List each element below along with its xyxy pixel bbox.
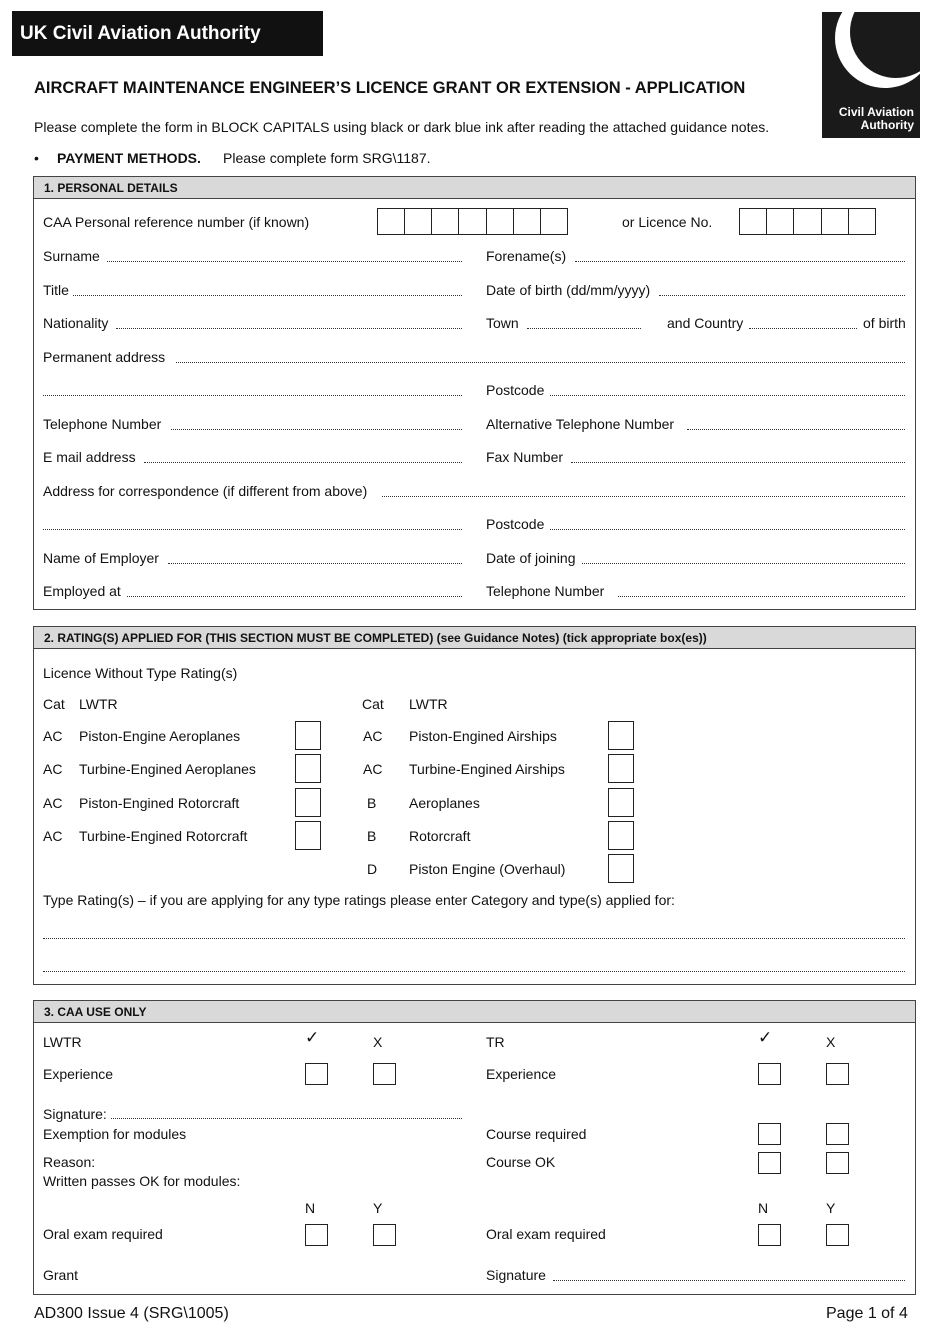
postcode-label: Postcode — [486, 382, 545, 398]
rating-name: Piston-Engined Rotorcraft — [79, 795, 240, 811]
lwtr-n-header: N — [305, 1200, 316, 1216]
surname-field[interactable] — [107, 261, 462, 262]
forenames-field[interactable] — [575, 261, 905, 262]
town-label: Town — [486, 315, 519, 331]
form-title: AIRCRAFT MAINTENANCE ENGINEER’S LICENCE GRANT OR EXTENSION - APPLICATION — [34, 79, 746, 97]
ref-number-boxes[interactable] — [377, 208, 568, 235]
nationality-field[interactable] — [116, 328, 462, 329]
tr-experience-label: Experience — [486, 1066, 557, 1082]
d-piston-engine-overhaul-checkbox[interactable] — [608, 854, 634, 883]
employer-telephone-label: Telephone Number — [486, 583, 605, 599]
page-number: Page 1 of 4 — [826, 1305, 908, 1322]
rating-cat: AC — [43, 795, 63, 811]
course-ok-cross-box[interactable] — [826, 1152, 849, 1174]
lwtr-oral-exam-n-box[interactable] — [305, 1224, 328, 1246]
grant-label: Grant — [43, 1267, 79, 1283]
correspondence-address-field[interactable] — [382, 496, 905, 497]
reason-label: Reason: — [43, 1154, 96, 1170]
tr-oral-exam-label: Oral exam required — [486, 1226, 606, 1242]
email-label: E mail address — [43, 449, 136, 465]
rating-cat: D — [367, 861, 378, 877]
course-required-label: Course required — [486, 1126, 587, 1142]
rating-cat: AC — [43, 728, 63, 744]
exemption-label: Exemption for modules — [43, 1126, 187, 1142]
alt-telephone-label: Alternative Telephone Number — [486, 416, 675, 432]
rating-cat: B — [367, 795, 377, 811]
correspondence-address-line2-field[interactable] — [43, 529, 462, 530]
rating-cat: AC — [43, 761, 63, 777]
date-joining-field[interactable] — [582, 563, 905, 564]
employed-at-label: Employed at — [43, 583, 121, 599]
town-field[interactable] — [527, 328, 641, 329]
of-birth-label: of birth — [863, 315, 906, 331]
section-personal-details — [33, 176, 916, 610]
correspondence-address-label: Address for correspondence (if different from above) — [43, 483, 368, 499]
lwtr-oral-exam-label: Oral exam required — [43, 1226, 163, 1242]
turbine-engined-rotorcraft-checkbox[interactable] — [295, 821, 321, 850]
employer-label: Name of Employer — [43, 550, 159, 566]
lwtr-label: LWTR — [43, 1034, 82, 1050]
rating-name: Rotorcraft — [409, 828, 471, 844]
dob-label: Date of birth (dd/mm/yyyy) — [486, 282, 651, 298]
course-required-cross-box[interactable] — [826, 1123, 849, 1145]
tr-n-header: N — [758, 1200, 769, 1216]
employed-at-field[interactable] — [127, 596, 462, 597]
lwtr-oral-exam-y-box[interactable] — [373, 1224, 396, 1246]
lwtr-experience-cross-box[interactable] — [373, 1063, 396, 1085]
telephone-label: Telephone Number — [43, 416, 162, 432]
right-cat-header: Cat — [362, 696, 384, 712]
rating-name: Piston Engine (Overhaul) — [409, 861, 566, 877]
authority-name-banner: UK Civil Aviation Authority — [12, 11, 323, 56]
rating-cat: AC — [43, 828, 63, 844]
tr-oral-exam-y-box[interactable] — [826, 1224, 849, 1246]
left-cat-header: Cat — [43, 696, 65, 712]
rating-name: Aeroplanes — [409, 795, 480, 811]
rating-name: Turbine-Engined Airships — [409, 761, 565, 777]
rating-name: Piston-Engined Airships — [409, 728, 557, 744]
type-rating-instruction: Type Rating(s) – if you are applying for any type ratings please enter Category and type(s) applied for: — [43, 892, 675, 908]
tr-oral-exam-n-box[interactable] — [758, 1224, 781, 1246]
email-field[interactable] — [144, 462, 462, 463]
correspondence-postcode-field[interactable] — [550, 529, 905, 530]
fax-label: Fax Number — [486, 449, 564, 465]
turbine-engined-aeroplanes-checkbox[interactable] — [295, 754, 321, 783]
permanent-address-field[interactable] — [176, 362, 905, 363]
left-lwtr-header: LWTR — [79, 696, 118, 712]
licence-number-boxes[interactable] — [739, 208, 876, 235]
country-field[interactable] — [749, 328, 857, 329]
lwtr-heading: Licence Without Type Rating(s) — [43, 665, 238, 681]
tr-cross-label: X — [826, 1034, 836, 1050]
rating-name: Turbine-Engined Aeroplanes — [79, 761, 256, 777]
employer-field[interactable] — [168, 563, 462, 564]
payment-methods-text: Please complete form SRG\1187. — [223, 150, 431, 166]
nationality-label: Nationality — [43, 315, 109, 331]
b-rotorcraft-checkbox[interactable] — [608, 821, 634, 850]
form-reference: AD300 Issue 4 (SRG\1005) — [34, 1305, 229, 1322]
bullet: • — [34, 150, 39, 166]
piston-engined-rotorcraft-checkbox[interactable] — [295, 788, 321, 817]
alt-telephone-field[interactable] — [687, 429, 905, 430]
course-required-tick-box[interactable] — [758, 1123, 781, 1145]
surname-label: Surname — [43, 248, 100, 264]
rating-name: Piston-Engine Aeroplanes — [79, 728, 241, 744]
tr-experience-cross-box[interactable] — [826, 1063, 849, 1085]
section-3-heading: 3. CAA USE ONLY — [34, 1001, 915, 1023]
grant-signature-label: Signature — [486, 1267, 546, 1283]
caa-logo — [822, 12, 920, 138]
right-lwtr-header: LWTR — [409, 696, 448, 712]
rating-cat: B — [367, 828, 377, 844]
form-instructions: Please complete the form in BLOCK CAPITALS using black or dark blue ink after reading the attached guidance notes. — [34, 119, 770, 135]
dob-field[interactable] — [659, 295, 905, 296]
section-1-heading: 1. PERSONAL DETAILS — [34, 177, 915, 199]
permanent-address-label: Permanent address — [43, 349, 166, 365]
grant-signature-field[interactable] — [553, 1280, 905, 1281]
licence-number-label: or Licence No. — [622, 214, 713, 230]
lwtr-experience-tick-box[interactable] — [305, 1063, 328, 1085]
tr-experience-tick-box[interactable] — [758, 1063, 781, 1085]
lwtr-cross-label: X — [373, 1034, 383, 1050]
rating-cat: AC — [363, 728, 383, 744]
logo-line-1: Civil Aviation — [838, 105, 914, 119]
correspondence-postcode-label: Postcode — [486, 516, 545, 532]
payment-methods-label: PAYMENT METHODS. — [57, 150, 201, 166]
lwtr-experience-label: Experience — [43, 1066, 114, 1082]
written-passes-label: Written passes OK for modules: — [43, 1173, 241, 1189]
b-aeroplanes-checkbox[interactable] — [608, 788, 634, 817]
lwtr-y-header: Y — [373, 1200, 383, 1216]
type-rating-line-2[interactable] — [43, 971, 905, 972]
signature-field[interactable] — [111, 1118, 462, 1119]
title-label: Title — [43, 282, 69, 298]
piston-engine-aeroplanes-checkbox[interactable] — [295, 721, 321, 750]
tr-label: TR — [486, 1034, 505, 1050]
rating-name: Turbine-Engined Rotorcraft — [79, 828, 248, 844]
employer-telephone-field[interactable] — [618, 596, 905, 597]
section-2-heading: 2. RATING(S) APPLIED FOR (THIS SECTION MUST BE COMPLETED) (see Guidance Notes) (tick appropriate box(es)) — [34, 627, 915, 649]
course-ok-tick-box[interactable] — [758, 1152, 781, 1174]
rating-cat: AC — [363, 761, 383, 777]
telephone-field[interactable] — [171, 429, 462, 430]
section-caa-use-only — [33, 1000, 916, 1295]
course-ok-label: Course OK — [486, 1154, 556, 1170]
logo-line-2: Authority — [860, 118, 914, 132]
permanent-address-line2-field[interactable] — [43, 395, 462, 396]
ref-number-label: CAA Personal reference number (if known) — [43, 214, 310, 230]
signature-label: Signature: — [43, 1106, 107, 1122]
fax-field[interactable] — [571, 462, 905, 463]
type-rating-line-1[interactable] — [43, 938, 905, 939]
title-field[interactable] — [73, 295, 462, 296]
piston-engined-airships-checkbox[interactable] — [608, 721, 634, 750]
lwtr-tick-icon: ✓ — [305, 1028, 320, 1047]
date-joining-label: Date of joining — [486, 550, 576, 566]
tr-y-header: Y — [826, 1200, 836, 1216]
postcode-field[interactable] — [550, 395, 905, 396]
forenames-label: Forename(s) — [486, 248, 567, 264]
country-label: and Country — [667, 315, 744, 331]
turbine-engined-airships-checkbox[interactable] — [608, 754, 634, 783]
tr-tick-icon: ✓ — [758, 1028, 773, 1047]
